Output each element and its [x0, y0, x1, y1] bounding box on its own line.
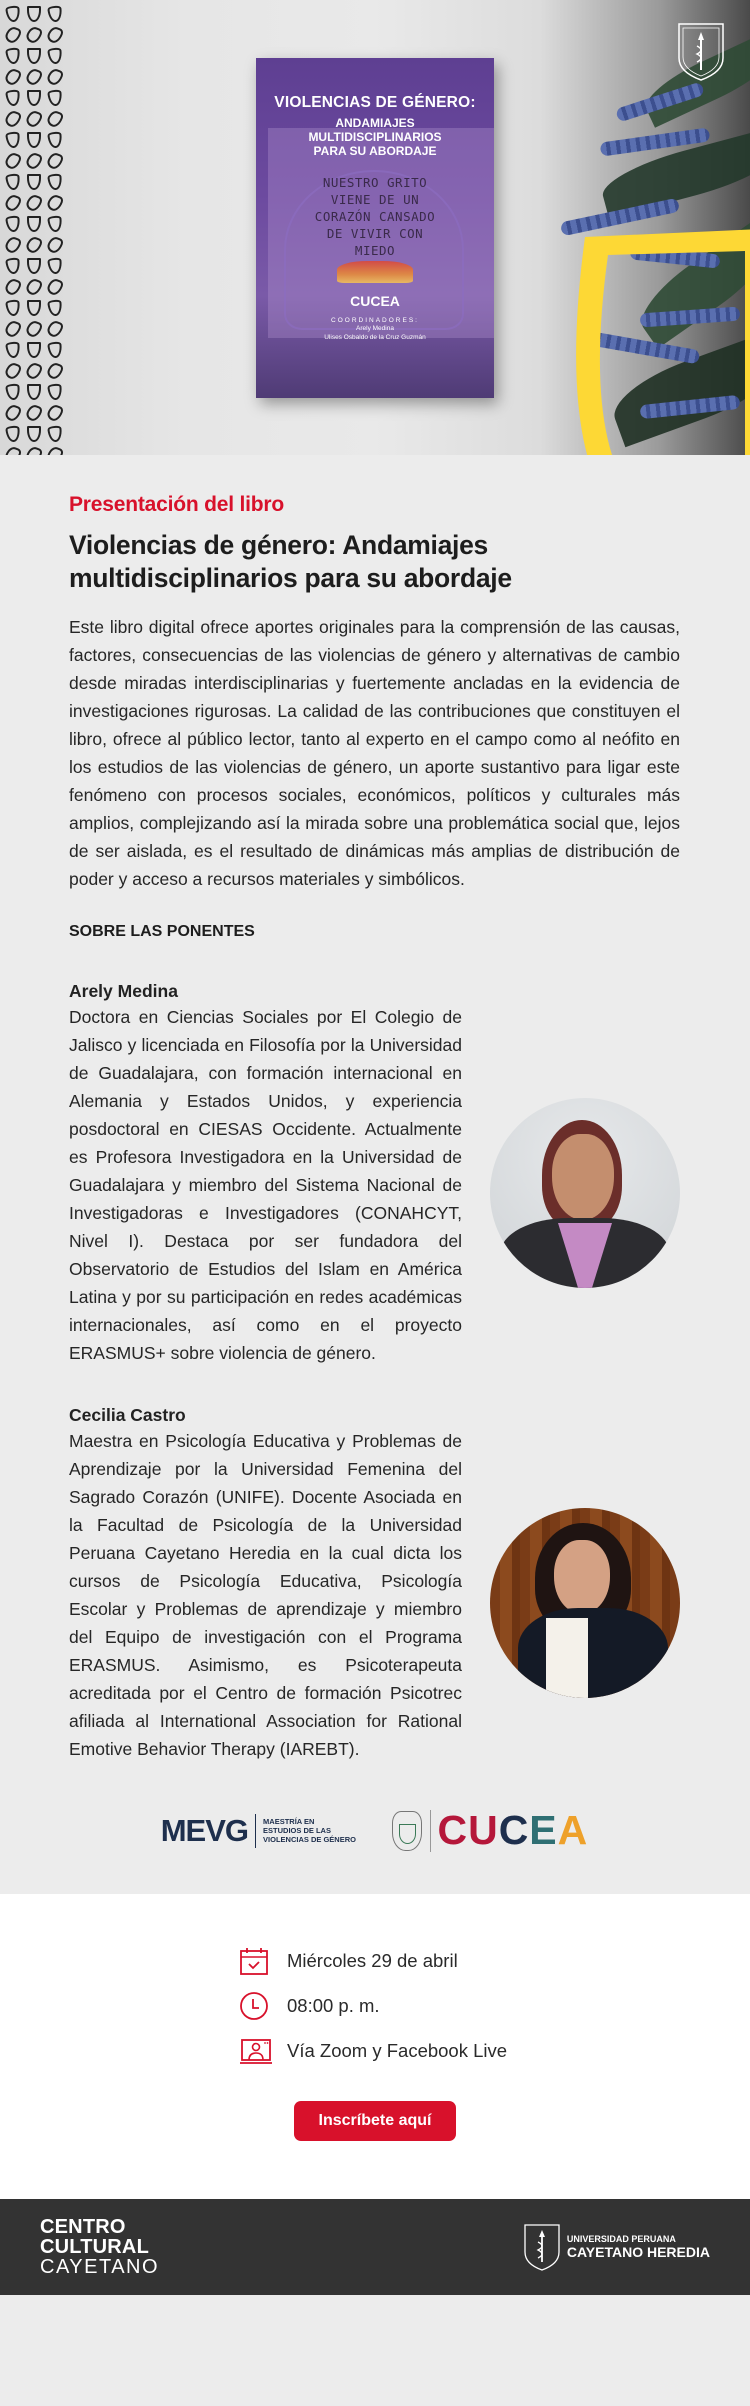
cucea-letter: E — [529, 1807, 558, 1853]
upch-logo: UNIVERSIDAD PERUANA CAYETANO HEREDIA — [523, 2222, 710, 2272]
pattern-shape-icon — [25, 361, 44, 381]
clock-icon — [239, 1991, 275, 2021]
pattern-shape-icon — [5, 5, 21, 22]
pattern-shape-icon — [47, 341, 63, 358]
pattern-shape-icon — [27, 174, 41, 190]
pattern-shape-icon — [5, 47, 21, 64]
pattern-shape-icon — [25, 235, 44, 255]
event-details — [0, 1894, 750, 2199]
book-cover-coordinators-label: COORDINADORES: — [331, 317, 419, 324]
yellow-shield-outline-icon — [560, 215, 750, 455]
main-content — [0, 455, 750, 1894]
pattern-shape-icon — [46, 193, 65, 213]
pattern-shape-icon — [5, 341, 21, 358]
pattern-shape-icon — [25, 67, 44, 87]
pattern-shape-icon — [5, 257, 21, 274]
pattern-shape-icon — [27, 90, 41, 106]
speaker-photo-arely-medina — [490, 1098, 680, 1288]
pattern-shape-icon — [27, 132, 41, 148]
partner-logos — [69, 1763, 680, 1894]
cucea-letter: C — [498, 1807, 530, 1853]
mevg-logo: MEVG MAESTRÍA EN ESTUDIOS DE LAS VIOLENCIAS DE GÉNERO — [160, 1812, 356, 1848]
pattern-shape-icon — [47, 173, 63, 190]
pattern-shape-icon — [46, 151, 65, 171]
decorative-pattern — [6, 6, 66, 455]
pattern-shape-icon — [4, 151, 23, 171]
upch-shield-icon — [676, 20, 726, 82]
pattern-shape-icon — [5, 215, 21, 232]
speaker-bio: Doctora en Ciencias Sociales por El Colegio de Jalisco y licenciada en Filosofía por la Universidad de Guadalajara, con formación internacional en Alemania y Estados Unidos, y experiencia posdoctoral en CIESAS Occidente. Actualmente es Profesora Investigadora en la Universidad de Guadalajara y miembro del Sistema Nacional de Investigadoras e Investigadores (CONAHCYT, Nivel I). Destaca por ser fundadora del Observatorio de Estudios del Islam en América Latina y por su participación en redes académicas internacionales, así como en el proyecto ERASMUS+ sobre violencia de género. — [69, 1007, 462, 1363]
pattern-shape-icon — [4, 67, 23, 87]
pattern-shape-icon — [4, 109, 23, 129]
pattern-shape-icon — [27, 6, 41, 22]
pattern-shape-icon — [46, 67, 65, 87]
speaker-bio: Maestra en Psicología Educativa y Problemas de Aprendizaje por la Universidad Femenina del Sagrado Corazón (UNIFE). Docente Asociada en la Facultad de Psicología de la Universidad Peruana Cayetano Heredia en la cual dicta los cursos de Psicología Educativa, Psicología Escolar y Problemas de aprendizaje y miembro del Equipo de investigación con el Programa ERASMUS. Asimismo, es Psicoterapeuta acreditada por el Centro de formación Psicotrec afiliada al International Association for Rational Emotive Behavior Therapy (IAREBT). — [69, 1431, 462, 1759]
pattern-shape-icon — [25, 109, 44, 129]
speaker-name: Cecilia Castro — [69, 1405, 186, 1425]
pattern-shape-icon — [4, 25, 23, 45]
pattern-shape-icon — [27, 300, 41, 316]
pattern-shape-icon — [46, 403, 65, 423]
upch-shield-icon — [523, 2222, 561, 2272]
speakers-heading: SOBRE LAS PONENTES — [69, 923, 255, 940]
pattern-shape-icon — [4, 277, 23, 297]
calendar-check-icon — [239, 1946, 275, 1976]
pattern-shape-icon — [5, 173, 21, 190]
book-description: Este libro digital ofrece aportes originales para la comprensión de las causas, factores, consecuencias de las violencias de género y alternativas de cambio desde miradas interdisciplinarias y fuertemente ancladas en la evidencia de investigaciones rigurosas. La calidad de las contribuciones que constituyen el libro, ofrece al público lector, tanto al experto en el campo como al neófito en los estudios de las violencias de género, un aporte sustantivo para ligar este fenómeno con procesos sociales, económicos, políticos y culturales más amplios, complejizando así la mirada sobre una problemática social que, lejos de ser aislada, es el resultado de dinámicas más amplias de distribución de poder y acceso a recursos materiales y simbólicos. — [69, 617, 680, 889]
cucea-letter: C — [437, 1807, 469, 1853]
speaker-card — [69, 979, 680, 1367]
footer — [0, 2199, 750, 2295]
pattern-shape-icon — [47, 215, 63, 232]
video-call-icon — [239, 2036, 275, 2066]
pattern-shape-icon — [27, 258, 41, 274]
pattern-shape-icon — [25, 445, 44, 455]
book-cover-title: VIOLENCIAS DE GÉNERO: — [274, 94, 476, 111]
pattern-shape-icon — [5, 425, 21, 442]
pattern-shape-icon — [46, 235, 65, 255]
pattern-shape-icon — [25, 193, 44, 213]
book-cover-sign-text: NUESTRO GRITO VIENE DE UN CORAZÓN CANSADO DE VIVIR CON MIEDO — [314, 175, 436, 258]
pattern-shape-icon — [5, 131, 21, 148]
event-kicker: Presentación del libro — [69, 493, 284, 516]
pattern-shape-icon — [5, 299, 21, 316]
pattern-shape-icon — [5, 89, 21, 106]
speaker-card — [69, 1403, 680, 1763]
book-cover-subtitle: ANDAMIAJES MULTIDISCIPLINARIOS PARA SU ABORDAJE — [308, 116, 442, 158]
udg-crest-icon — [392, 1811, 422, 1851]
centro-cultural-cayetano-logo: CENTRO CULTURAL CAYETANO — [40, 2216, 160, 2278]
pattern-shape-icon — [25, 403, 44, 423]
pattern-shape-icon — [47, 47, 63, 64]
register-button[interactable]: Inscríbete aquí — [294, 2101, 456, 2141]
pattern-shape-icon — [4, 193, 23, 213]
pattern-shape-icon — [5, 383, 21, 400]
book-cover-publisher: CUCEA — [350, 293, 400, 309]
hero-banner — [0, 0, 750, 455]
pattern-shape-icon — [4, 235, 23, 255]
book-cover — [256, 58, 494, 398]
pattern-shape-icon — [4, 445, 23, 455]
pattern-shape-icon — [46, 277, 65, 297]
pattern-shape-icon — [27, 426, 41, 442]
event-time: 08:00 p. m. — [239, 1983, 519, 2028]
cucea-letter: U — [468, 1807, 499, 1853]
pattern-shape-icon — [25, 319, 44, 339]
speaker-name: Arely Medina — [69, 981, 178, 1001]
pattern-shape-icon — [46, 361, 65, 381]
cucea-letter: A — [557, 1807, 589, 1853]
pattern-shape-icon — [25, 151, 44, 171]
pattern-shape-icon — [4, 361, 23, 381]
event-date: Miércoles 29 de abril — [239, 1938, 519, 1983]
pattern-shape-icon — [46, 319, 65, 339]
book-cover-coordinators: Arely Medina Ulises Osbaldo de la Cruz Guzmán — [324, 325, 426, 341]
event-venue: Vía Zoom y Facebook Live — [239, 2028, 519, 2073]
pattern-shape-icon — [27, 384, 41, 400]
pattern-shape-icon — [27, 216, 41, 232]
pattern-shape-icon — [47, 5, 63, 22]
pattern-shape-icon — [27, 48, 41, 64]
pattern-shape-icon — [47, 131, 63, 148]
cucea-logo — [392, 1807, 588, 1854]
speaker-photo-cecilia-castro — [490, 1508, 680, 1698]
pattern-shape-icon — [25, 277, 44, 297]
pattern-shape-icon — [47, 299, 63, 316]
book-title: Violencias de género: Andamiajes multidisciplinarios para su abordaje — [69, 530, 512, 593]
pattern-shape-icon — [46, 25, 65, 45]
pattern-shape-icon — [25, 25, 44, 45]
pattern-shape-icon — [4, 319, 23, 339]
pattern-shape-icon — [47, 89, 63, 106]
flame-graphic — [337, 261, 413, 283]
pattern-shape-icon — [46, 445, 65, 455]
pattern-shape-icon — [4, 403, 23, 423]
pattern-shape-icon — [47, 383, 63, 400]
pattern-shape-icon — [27, 342, 41, 358]
pattern-shape-icon — [47, 425, 63, 442]
pattern-shape-icon — [46, 109, 65, 129]
pattern-shape-icon — [47, 257, 63, 274]
